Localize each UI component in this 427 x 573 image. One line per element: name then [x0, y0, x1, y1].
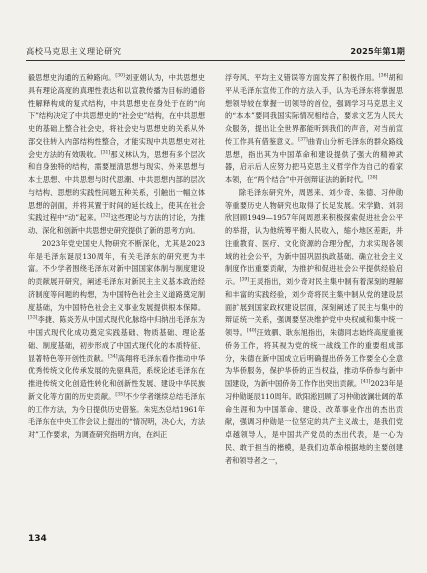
paragraph-text: 李捷、陈炎芳从中国式现代化脉络中归纳出毛泽东为中国式现代化成功奠定实践基础、物质基础、理论基础、制度基础，初步形成了中国式现代化的本质特征、显著特色等开创性贡献。 [28, 315, 205, 363]
paragraph-text: 这些理论与方法的讨论，为推动、深化和创新中共思想史研究提供了新的思考方向。 [28, 213, 205, 235]
footnote-ref: [34] [108, 354, 118, 360]
paragraph-text: 2023年党史国史人物研究不断深化，尤其是2023年是毛泽东诞辰130周年，有关毛泽东的研究更为丰富。不少学者围绕毛泽东对新中国国家体制与制度建设的贡献展开研究，阐述毛泽东对新民主主义基本政治经济制度等问题的构想，为中国特色社会主义道路奠定制度基础，为中国特色社会主义事业发展提供根本保障。 [28, 238, 205, 312]
paragraph-text: 王灵指出，刘少奇对民主集中制有着深刻的理解和丰富的实践经验，刘少奇将民主集中制从党的建设层面扩展到国家政权建设层面，深刻阐述了民主与集中的辩证统一关系，强调要坚决维护党中央权威和集中统一领导。 [225, 277, 403, 337]
issue-label: 2025年第1期 [350, 46, 405, 56]
paragraph-text: 那义林认为，思想有多个层次和自身独特的结构，需要厘清思想与现实、外来思想与本土思想、中共思想与时代思潮、中共思想内部的层次与结构、思想的实践性问题五种关系，引触出一幅立体思想的剖面，并将其置于时间的延长线上，使其在社会实践过程中“动”起来。 [28, 149, 205, 223]
paragraph-text: 2023年是习仲勋诞辰110周年。欧阳淞回顾了习仲勋波澜壮阔的革命生涯和为中国革命、建设、改革事业作出的杰出贡献，强调习仲勋是一位坚定的共产主义战士，是我们党卓越领导人，是中国共产党员的杰出代表，是一心为民、敢于担当的楷模，是我们边革命根据地的主要创建者和领导者之一， [225, 379, 403, 465]
footnote-ref: [31] [100, 150, 111, 156]
footnote-ref: [37] [298, 137, 308, 143]
paragraph [28, 238, 205, 442]
footnote-ref: [36] [378, 73, 389, 79]
footnote-ref: [33] [28, 315, 38, 321]
footnote-ref: [40] [246, 328, 257, 334]
running-header [26, 39, 405, 57]
right-column [225, 72, 403, 467]
paragraph-text: 高翔将毛泽东看作推动中华优秀传统文化传承发展的先驱典范，系统论述毛泽东在推进传统文化创造性转化和创新性发展、建设中华民族新文化等方面的历史贡献。 [28, 353, 205, 401]
paragraph-text: 不少学者继续总结毛泽东的工作方法，为今日提供历史借鉴。朱宪杰总结1961年毛泽东在中央工作会议上提出的“情况明，决心大，方法对”工作要求，为调查研究指明方向，在纠正 [28, 391, 205, 439]
paragraph-text: 除毛泽东研究外，周恩来、刘少奇、朱德、习仲勋等重要历史人物研究也取得了长足发展。宋学勤、刘羽欣回顾1949—1957年间周恩来积极探索促进社会公平的举措，认为他统筹平衡人民收入，缩小地区差距，并注重教育、医疗、文化资源的合理分配，力求实现各领域的社会公平，为新中国巩固执政基础、确立社会主义制度作出重要贡献，为推护和促进社会公平提供经验启示。 [225, 187, 403, 286]
footnote-ref: [30] [115, 73, 125, 79]
paragraph-text: 胡和平从毛泽东宣传工作的方法入手，认为毛泽东将掌握思想领导较在掌握一切领导的首位，强调学习马克思主义的“本本”要同我国实际情况相结合，要求文艺为人民大众服务，提出让全世界都能听到我们的声音，对当前宣传工作具有借鉴意义。 [225, 73, 403, 146]
paragraph-text: 刘亚娟认为，中共思想史具有理论高度的真理性表达和以宣教传播为目标的通俗性解释构成的复式结构，中共思想史在身处于在的“向下”结构决定了中共思想史的“社会史”结构，在中共思想史的基础上整合社会史，将社会史与思想史的关系从外部交往转入内部结构性整合，才能实现中共思想史对社会史方法的有效吸收。 [28, 73, 205, 159]
paragraph-text: 毅思想史沟通的五种路向。 [28, 73, 116, 82]
footnote-ref: [32] [101, 213, 111, 219]
paragraph [225, 72, 403, 187]
page-number: 134 [28, 534, 47, 544]
footnote-ref: [38] [367, 175, 378, 181]
paragraph-text: 汪效驷、耿东旭指出，朱德同志始终高度重视侨务工作，将其视为党的统一战线工作的重要组成部分，朱德在新中国成立后明确提出侨务工作要全心全意为华侨服务，保护华侨的正当权益，推动华侨参与新中国建设，为新中国侨务工作作出突出贡献。 [225, 328, 403, 388]
footnote-ref: [35] [115, 392, 125, 398]
journal-title: 高校马克思主义理论研究 [26, 46, 122, 56]
header-rule [26, 60, 405, 61]
paragraph-text: 曲青山分析毛泽东的群众路线思想，指出其为中国革命和建设提供了强大的精神武器，启示后人应努力把马克思主义哲学作为自己的看家本领，在“两个结合”中开创辩证法的新时代。 [225, 136, 403, 184]
footnote-ref: [41] [361, 379, 371, 385]
paragraph [28, 72, 205, 238]
paragraph-text: 浮夸风、平均主义错误等方面发挥了积极作用。 [225, 73, 379, 82]
paragraph [225, 187, 403, 468]
left-column [28, 72, 205, 442]
footnote-ref: [39] [239, 277, 250, 283]
